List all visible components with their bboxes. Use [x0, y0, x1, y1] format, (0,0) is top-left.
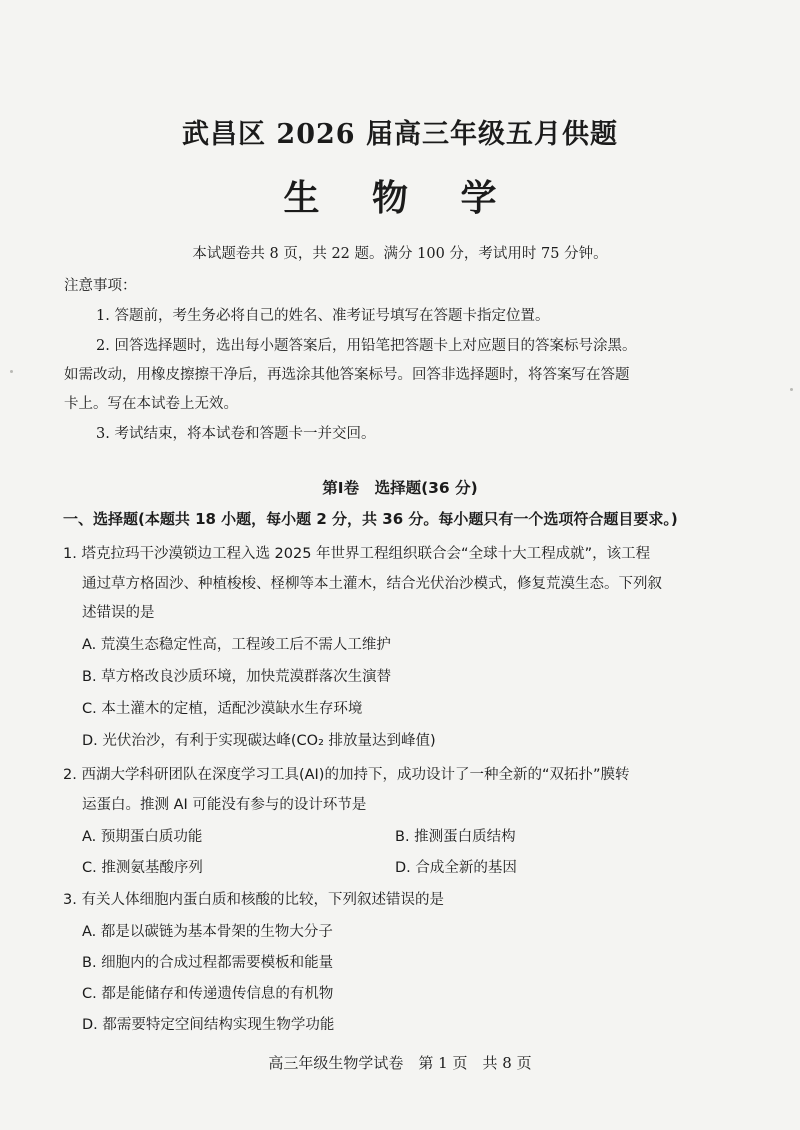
notes-heading: 注意事项： — [64, 278, 137, 294]
note-line-2: 2. 回答选择题时，选出每小题答案后，用铅笔把答题卡上对应题目的答案标号涂黑。 — [96, 338, 637, 354]
question-3-option-a: A. 都是以碳链为基本骨架的生物大分子 — [82, 924, 333, 940]
question-2-option-b: B. 推测蛋白质结构 — [395, 829, 516, 845]
scan-speck — [10, 370, 13, 373]
note-line-1: 1. 答题前，考生务必将自己的姓名、准考证号填写在答题卡指定位置。 — [96, 308, 550, 324]
subject-title: 生 物 学 — [283, 177, 517, 219]
section-title: 第Ⅰ卷 选择题(36 分) — [322, 479, 478, 497]
question-1-option-a: A. 荒漠生态稳定性高，工程竣工后不需人工维护 — [82, 637, 391, 653]
question-1-line-1: 1. 塔克拉玛干沙漠锁边工程入选 2025 年世界工程组织联合会“全球十大工程成就”，该工程 — [63, 546, 651, 562]
scan-speck — [790, 388, 793, 391]
note-line-2-end: 卡上。写在本试卷上无效。 — [64, 396, 238, 412]
note-line-2-cont: 如需改动，用橡皮擦擦干净后，再选涂其他答案标号。回答非选择题时，将答案写在答题 — [64, 367, 630, 383]
question-2-line-1: 2. 西湖大学科研团队在深度学习工具(AI)的加持下，成功设计了一种全新的“双拓扑”膜转 — [63, 767, 630, 783]
question-2-option-d: D. 合成全新的基因 — [395, 860, 517, 876]
question-2-option-a: A. 预期蛋白质功能 — [82, 829, 203, 845]
page-footer: 高三年级生物学试卷 第 1 页 共 8 页 — [268, 1054, 532, 1072]
note-line-3: 3. 考试结束，将本试卷和答题卡一并交回。 — [96, 426, 376, 442]
section-instructions: 一、选择题(本题共 18 小题，每小题 2 分，共 36 分。每小题只有一个选项符合题目要求。) — [63, 510, 678, 528]
question-1-option-d: D. 光伏治沙，有利于实现碳达峰(CO₂ 排放量达到峰值) — [82, 733, 436, 749]
question-3-option-b: B. 细胞内的合成过程都需要模板和能量 — [82, 955, 334, 971]
question-3-option-d: D. 都需要特定空间结构实现生物学功能 — [82, 1017, 335, 1033]
question-1-option-c: C. 本土灌木的定植，适配沙漠缺水生存环境 — [82, 701, 363, 717]
question-2-option-c: C. 推测氨基酸序列 — [82, 860, 203, 876]
question-1-line-2: 通过草方格固沙、种植梭梭、柽柳等本土灌木，结合光伏治沙模式，修复荒漠生态。下列叙 — [82, 576, 662, 592]
question-2-line-2: 运蛋白。推测 AI 可能没有参与的设计环节是 — [82, 797, 367, 813]
question-3-option-c: C. 都是能储存和传递遗传信息的有机物 — [82, 986, 334, 1002]
exam-info: 本试题卷共 8 页，共 22 题。满分 100 分，考试用时 75 分钟。 — [192, 246, 608, 262]
exam-title: 武昌区 2026 届高三年级五月供题 — [182, 119, 618, 150]
question-1-option-b: B. 草方格改良沙质环境，加快荒漠群落次生演替 — [82, 669, 392, 685]
question-1-line-3: 述错误的是 — [82, 605, 155, 621]
question-3-line-1: 3. 有关人体细胞内蛋白质和核酸的比较，下列叙述错误的是 — [63, 892, 444, 908]
